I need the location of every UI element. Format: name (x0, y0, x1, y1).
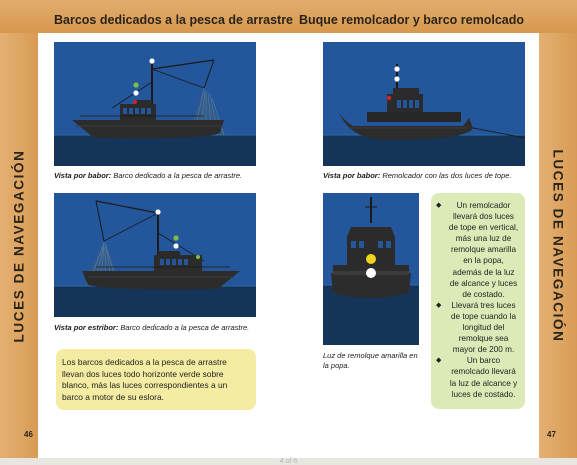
left-side-band (0, 33, 38, 458)
trawler-starboard-illustration (54, 193, 256, 317)
right-page-title: Buque remolcador y barco remolcado (298, 13, 524, 27)
right-page-number: 47 (547, 430, 556, 439)
diamond-bullet-icon: ◆ (436, 301, 442, 309)
trawler-starboard-caption (54, 323, 249, 332)
trawler-starboard-caption-text: Barco dedicado a la pesca de arrastre. (118, 323, 250, 332)
tug-side-caption-text: Remolcador con las dos luces de tope. (380, 171, 512, 180)
tug-stern-caption: Luz de remolque amarilla en la popa. (323, 351, 418, 370)
bullet-text: Llevará tres luces de tope cuando la longitud del remolque sea mayor de 200 m. (450, 300, 517, 355)
right-side-band (539, 33, 577, 458)
tug-side-illustration (323, 42, 525, 166)
diamond-bullet-icon: ◆ (436, 357, 442, 365)
trawler-port-caption-text: Barco dedicado a la pesca de arrastre. (111, 171, 243, 180)
right-side-label: LUCES DE NAVEGACIÓN (550, 149, 566, 342)
trawler-port-caption (54, 171, 242, 180)
tug-side-caption-bold: Vista por babor: (323, 171, 381, 180)
left-page-title: Barcos dedicados a la pesca de arrastre (54, 13, 294, 27)
trawler-note-box (56, 349, 256, 410)
bullet-text: Un remolcador llevará dos luces de tope en vertical, más una luz de remolque amarilla en la popa, además de la luz de alcance y luces de costado. (448, 201, 519, 299)
tug-side-caption (323, 171, 512, 180)
left-page-number: 46 (24, 430, 33, 439)
trawler-note-text: Los barcos dedicados a la pesca de arrastre llevan dos luces todo horizonte verde sobre blanco, más las luces correspondientes a un barco a motor de su eslora. (62, 357, 228, 402)
diamond-bullet-icon: ◆ (436, 202, 442, 209)
trawler-starboard-caption-bold: Vista por estribor: (54, 323, 119, 332)
trawler-port-caption-bold: Vista por babor: (54, 171, 112, 180)
list-item (436, 200, 519, 300)
tug-stern-illustration (323, 193, 419, 345)
list-item (436, 355, 519, 399)
list-item (436, 300, 519, 355)
pagination-indicator: 4 of 6 (279, 458, 298, 465)
tug-bullets-box (431, 193, 525, 409)
trawler-port-illustration (54, 42, 256, 166)
left-side-label: LUCES DE NAVEGACIÓN (11, 149, 27, 342)
bullet-text: Un barco remolcado llevará la luz de alcance y luces de costado. (449, 356, 518, 399)
